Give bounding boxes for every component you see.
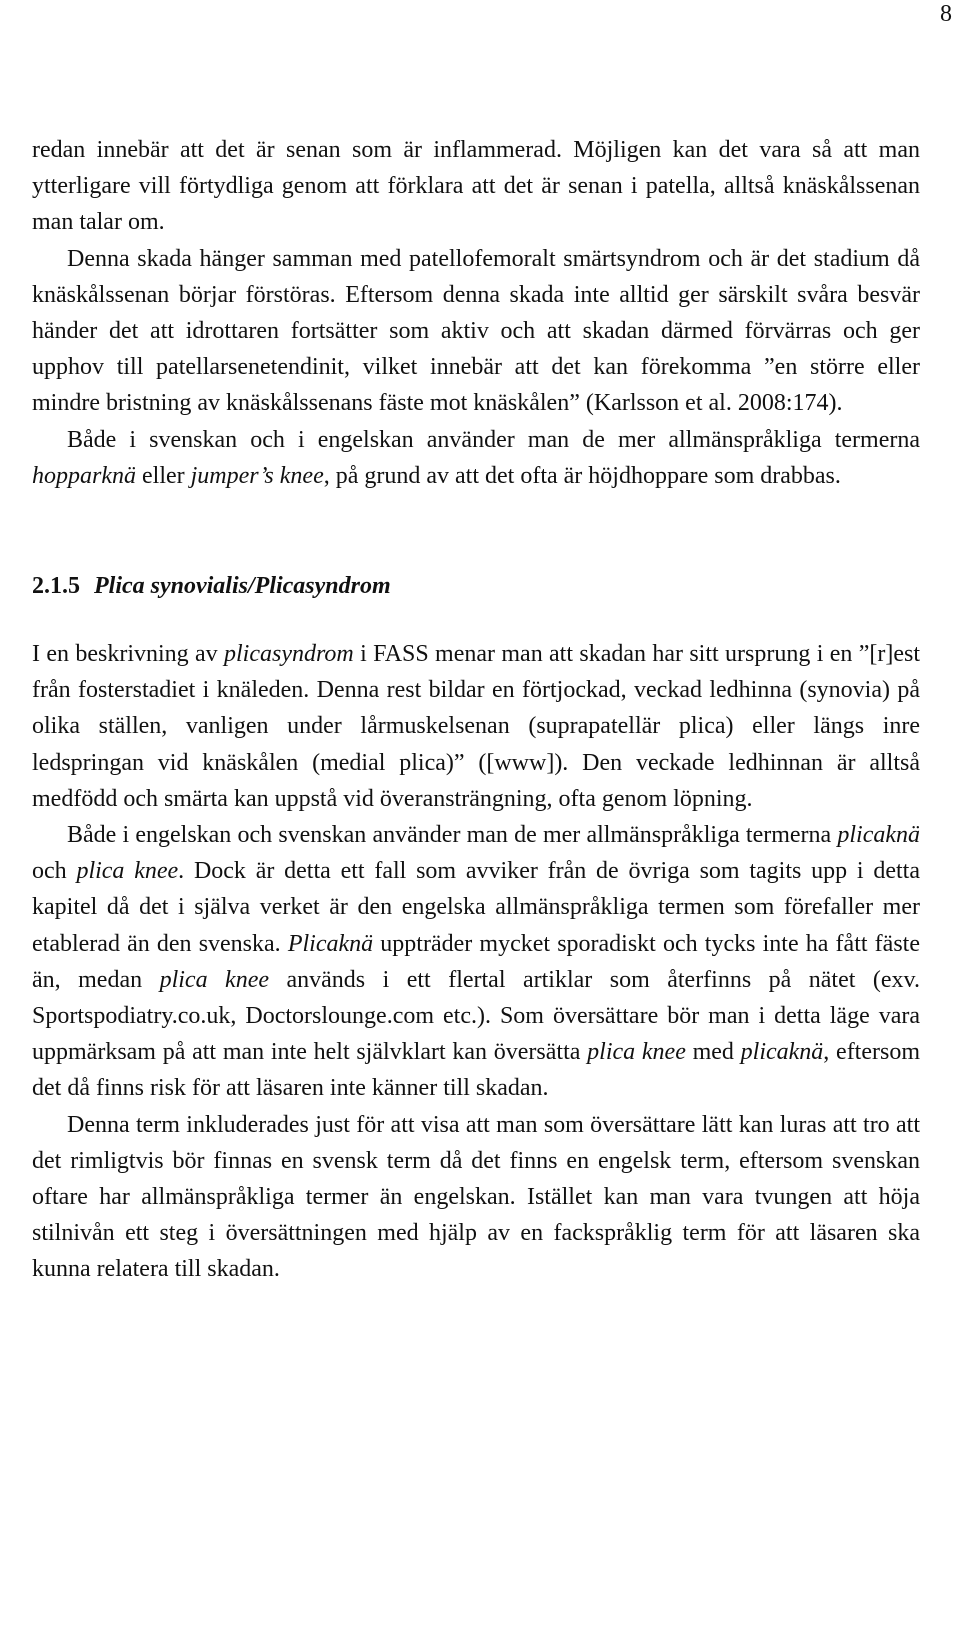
text-run: med bbox=[685, 1039, 741, 1066]
section-number: 2.1.5 bbox=[32, 572, 80, 599]
italic-term: Plicaknä bbox=[287, 930, 374, 957]
section-title: Plica synovialis/Plicasyndrom bbox=[94, 572, 391, 599]
text-run: uppträder mycket sporadiskt och tycks inte ha fått fäste än, medan bbox=[32, 930, 920, 993]
text-run: redan innebär att det är senan som är inflammerad. Möjligen kan det vara så att man ytterligare vill förtydliga genom att förklara att det är senan i patella, alltså knäskålssenan man talar om. bbox=[32, 137, 920, 236]
text-run: Både i svenskan och i engelskan använder man de mer allmänspråkliga termerna bbox=[67, 426, 920, 453]
italic-term: plica knee bbox=[159, 966, 269, 993]
text-run: Denna term inkluderades just för att visa att man som översättare lätt kan luras att tro att det rimligtvis bör finnas en svensk term då det finns en engelsk term, eftersom svenskan oftare har allmänspråkliga termer än engelskan. Istället kan man vara tvungen att höja stilnivån ett steg i översättningen med hjälp av en fackspråklig term för att läsaren ska kunna relatera till skadan. bbox=[32, 1111, 920, 1283]
italic-term: jumper’s knee bbox=[190, 462, 324, 489]
text-run: . Dock är detta ett fall som avviker från de övriga som tagits upp i detta kapitel då det i själva verket är den engelska allmänspråkliga termen som förefaller mer etablerad än den svenska. bbox=[32, 858, 921, 957]
italic-term: plica knee bbox=[76, 858, 179, 885]
text-run: Denna skada hänger samman med patellofemoralt smärtsyndrom och är det stadium då knäskålssenan börjar förstöras. Eftersom denna skada inte alltid ger särskilt svåra besvär händer det att idrottaren fortsätter som aktiv och att skadan därmed förvärras och ger upphov till patellarsenetendinit, vilket innebär att det kan förekomma ”en större eller mindre bristning av knäskålssenans fäste mot knäskålen” (Karlsson et al. 2008:174). bbox=[32, 245, 920, 417]
page-number: 8 bbox=[940, 1, 952, 27]
top-paragraphs bbox=[32, 132, 920, 494]
text-run: i FASS menar man att skadan har sitt ursprung i en ”[r]est från fosterstadiet i knäleden. Denna rest bildar en förtjockad, veckad ledhinna (synovia) på olika ställen, vanligen under lårmuskelsenan (suprapatellär plica) eller längs inre ledspringan vid knäskålen (medial plica)” ([www]). Den veckade ledhinnan är alltså medfödd och smärta kan uppstå vid överansträngning, ofta genom löpning. bbox=[32, 641, 920, 812]
paragraph bbox=[32, 817, 920, 1107]
text-run: Både i engelskan och svenskan använder man de mer allmänspråkliga termerna bbox=[67, 822, 838, 849]
italic-term: plicaknä bbox=[837, 822, 920, 849]
paragraph bbox=[32, 422, 920, 494]
text-run: och bbox=[32, 858, 77, 885]
paragraph bbox=[32, 132, 920, 241]
document-body bbox=[32, 132, 920, 1288]
italic-term: hopparknä bbox=[32, 462, 136, 489]
paragraph bbox=[32, 636, 920, 817]
italic-term: plicaknä bbox=[740, 1039, 824, 1066]
section-heading bbox=[32, 560, 920, 612]
italic-term: plicasyndrom bbox=[224, 641, 354, 668]
text-run: , eftersom det då finns risk för att läsaren inte känner till skadan. bbox=[32, 1039, 921, 1102]
italic-term: plica knee bbox=[587, 1039, 686, 1066]
text-run: eller bbox=[136, 462, 191, 489]
paragraph bbox=[32, 241, 920, 422]
text-run: används i ett flertal artiklar som återfinns på nätet (exv. Sportspodiatry.co.uk, Doctorslounge.com etc.). Som översättare bör man i detta läge vara uppmärksam på att man inte helt självklart kan översätta bbox=[32, 966, 920, 1066]
text-run: I en beskrivning av bbox=[32, 641, 224, 668]
section-paragraphs bbox=[32, 636, 920, 1288]
text-run: , på grund av att det ofta är höjdhoppare som drabbas. bbox=[323, 462, 841, 489]
paragraph bbox=[32, 1107, 920, 1288]
